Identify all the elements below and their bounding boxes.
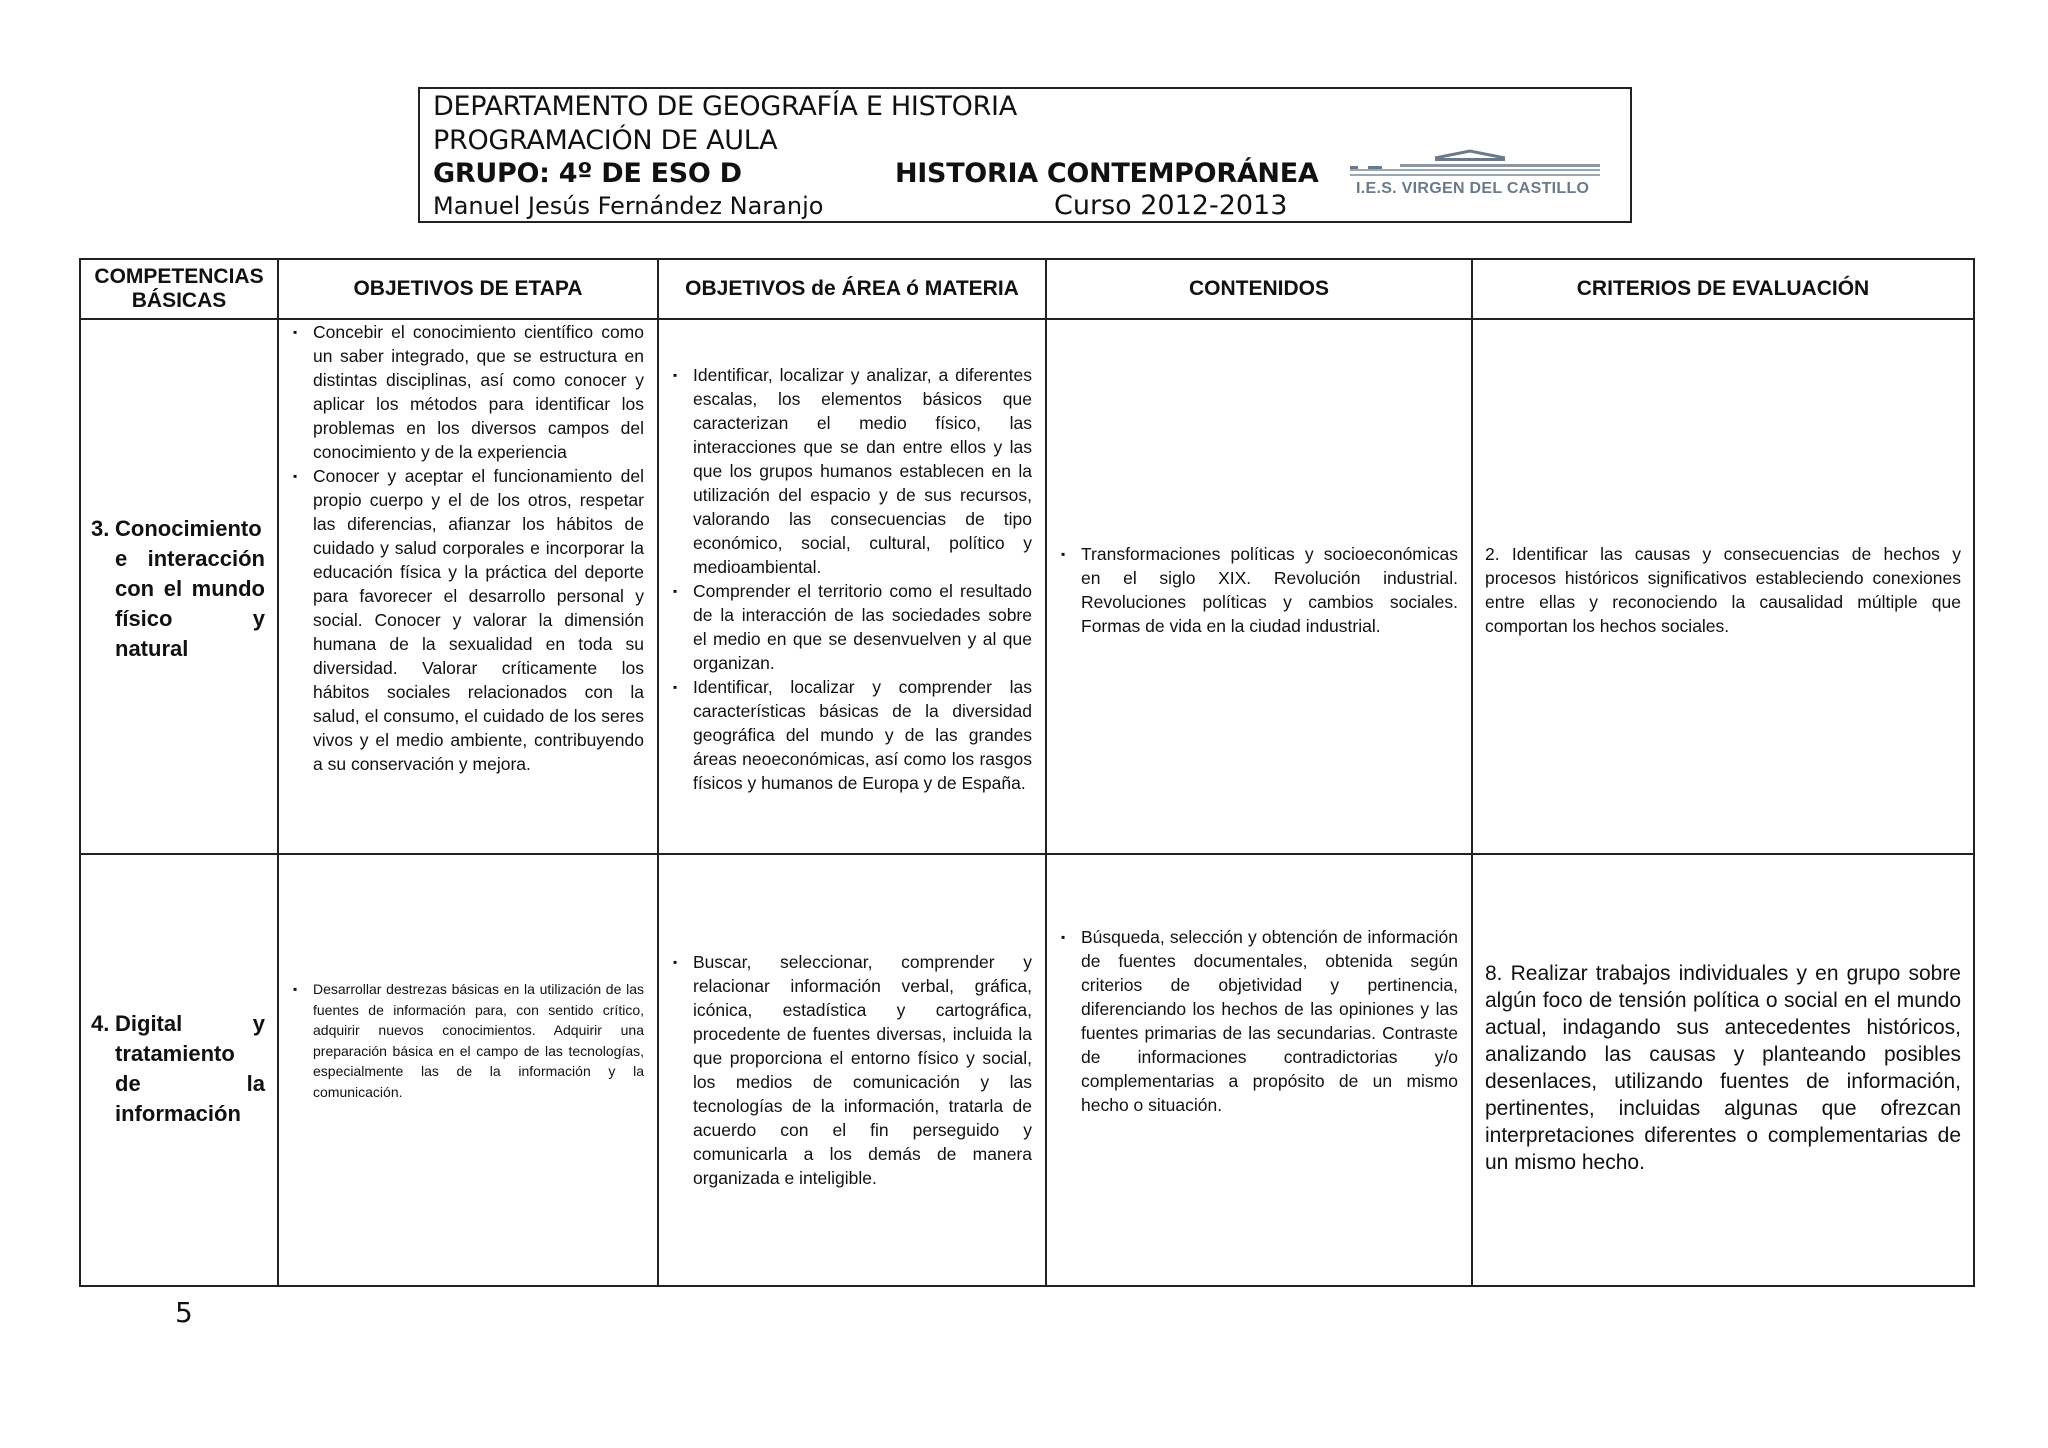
area-item: ▪ Identificar, localizar y analizar, a diferentes escalas, los elementos básicos que caracterizan el medio físico, las interacciones que se dan entre ellos y las que los grupos humanos establecen en la utilización del espacio y de sus recursos, valorando las consecuencias de tipo económico, social, cultural, político y medioambiental. <box>693 363 1032 579</box>
competence-name: Conocimiento e interacción con el mundo físico y natural <box>115 516 265 661</box>
group-label: GRUPO: 4º DE ESO D <box>433 158 742 189</box>
contenido-item: ▪ Transformaciones políticas y socioeconómicas en el siglo XIX. Revolución industrial. Revoluciones políticas y cambios sociales. Formas de vida en la ciudad industrial. <box>1081 542 1458 638</box>
competence-number: 3. <box>91 516 110 541</box>
competences-table <box>79 258 1975 1287</box>
etapa-item: ▪ Concebir el conocimiento científico como un saber integrado, que se estructura en distintas disciplinas, así como conocer y aplicar los métodos para identificar los problemas en los diversos campos del conocimiento y de la experiencia <box>313 320 644 464</box>
course-label: Curso 2012-2013 <box>1054 190 1288 221</box>
criterio-cell <box>1472 854 1974 1286</box>
header-contenidos: CONTENIDOS <box>1046 259 1472 319</box>
criterio-text: 2. Identificar las causas y consecuencias de hechos y procesos históricos significativos estableciendo conexiones entre ellas y reconociendo la causalidad múltiple que comportan los hechos sociales. <box>1485 544 1961 636</box>
subject-label: HISTORIA CONTEMPORÁNEA <box>895 158 1319 189</box>
etapa-item: ▪ Desarrollar destrezas básicas en la utilización de las fuentes de información para, con sentido crítico, adquirir nuevos conocimientos. Adquirir una preparación básica en el campo de las tecnologías, especialmente las de la información y la comunicación. <box>313 979 644 1102</box>
area-item: ▪ Identificar, localizar y comprender las características básicas de la diversidad geográfica del mundo y de las grandes áreas neoeconómicas, así como los rasgos físicos y humanos de Europa y de España. <box>693 675 1032 795</box>
etapa-cell <box>278 319 658 854</box>
header-objetivos-etapa: OBJETIVOS DE ETAPA <box>278 259 658 319</box>
competence-cell <box>80 854 278 1286</box>
competence-cell <box>80 319 278 854</box>
criterio-cell <box>1472 319 1974 854</box>
teacher-name: Manuel Jesús Fernández Naranjo <box>433 192 824 220</box>
contenido-item: ▪ Búsqueda, selección y obtención de información de fuentes documentales, obtenida según criterios de objetividad y pertinencia, diferenciando los hechos de las opiniones y las fuentes primarias de las secundarias. Contraste de informaciones contradictorias y/o complementarias a propósito de un mismo hecho o situación. <box>1081 925 1458 1117</box>
area-item: ▪ Comprender el territorio como el resultado de la interacción de las sociedades sobre el medio en que se desenvuelven y al que organizan. <box>693 579 1032 675</box>
header-criterios: CRITERIOS DE EVALUACIÓN <box>1472 259 1974 319</box>
area-cell <box>658 319 1046 854</box>
school-logo <box>1340 149 1610 204</box>
document-header <box>418 87 1632 223</box>
table-header-row <box>80 259 1974 319</box>
contenidos-cell <box>1046 854 1472 1286</box>
school-building-icon <box>1340 149 1610 181</box>
table-row <box>80 319 1974 854</box>
area-cell <box>658 854 1046 1286</box>
area-item: ▪ Buscar, seleccionar, comprender y relacionar información verbal, gráfica, icónica, estadística y cartográfica, procedente de fuentes diversas, incluida la que proporciona el entorno físico y social, los medios de comunicación y las tecnologías de la información, tratarla de acuerdo con el fin perseguido y comunicarla a los demás de manera organizada e inteligible. <box>693 950 1032 1190</box>
competence-name: Digital y tratamiento de la información <box>115 1011 265 1126</box>
criterio-text: 8. Realizar trabajos individuales y en grupo sobre algún foco de tensión política o social en el mundo actual, indagando sus antecedentes históricos, analizando las causas y planteando posibles desenlaces, utilizando fuentes de información, pertinentes, incluidas algunas que ofrezcan interpretaciones diferentes o complementarias de un mismo hecho. <box>1485 962 1961 1174</box>
etapa-cell <box>278 854 658 1286</box>
etapa-item: ▪ Conocer y aceptar el funcionamiento del propio cuerpo y el de los otros, respetar las diferencias, afianzar los hábitos de cuidado y salud corporales e incorporar la educación física y la práctica del deporte para favorecer el desarrollo personal y social. Conocer y valorar la dimensión humana de la sexualidad en toda su diversidad. Valorar críticamente los hábitos sociales relacionados con la salud, el consumo, el cuidado de los seres vivos y el medio ambiente, contribuyendo a su conservación y mejora. <box>313 464 644 776</box>
department-title: DEPARTAMENTO DE GEOGRAFÍA E HISTORIA <box>433 91 1017 122</box>
competence-number: 4. <box>91 1011 110 1036</box>
contenidos-cell <box>1046 319 1472 854</box>
page-number: 5 <box>175 1296 193 1329</box>
header-objetivos-area: OBJETIVOS de ÁREA ó MATERIA <box>658 259 1046 319</box>
table-row <box>80 854 1974 1286</box>
header-competencias: COMPETENCIAS BÁSICAS <box>80 259 278 319</box>
logo-text: I.E.S. VIRGEN DEL CASTILLO <box>1356 180 1590 197</box>
program-title: PROGRAMACIÓN DE AULA <box>433 125 778 156</box>
